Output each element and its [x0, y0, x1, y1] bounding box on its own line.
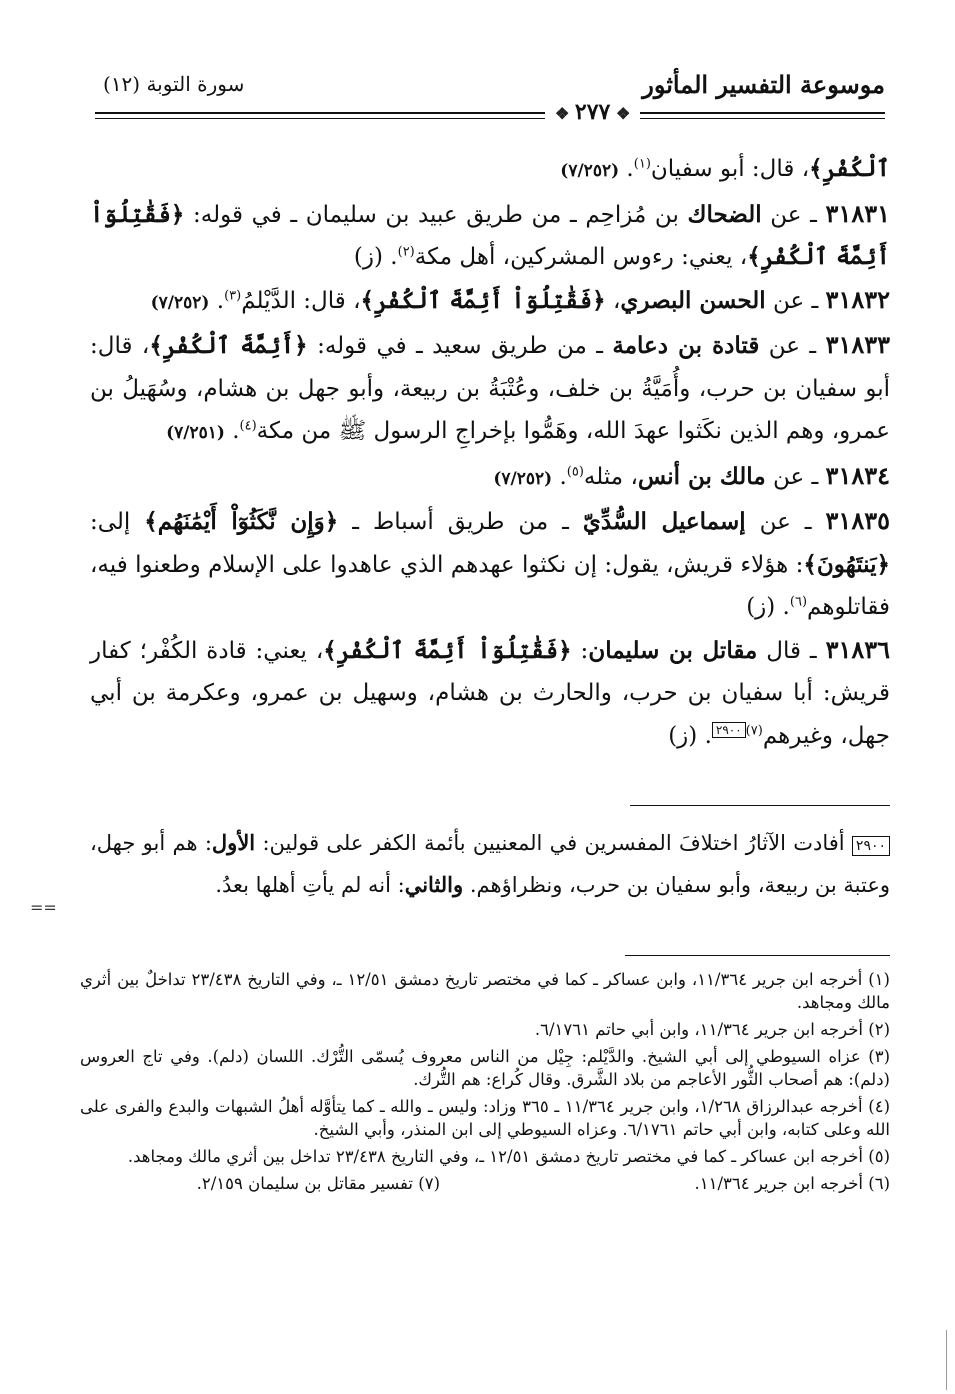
text-span: . (ز): [746, 594, 790, 620]
text-span: .: [209, 287, 225, 314]
quran-quote: ﴿فَقَٰتِلُوٓاْ أَئِمَّةَ ٱلْكُفْرِ﴾: [323, 636, 572, 664]
note-first-label: الأول: [211, 830, 256, 855]
volume-reference: (٧/٢٥٢): [150, 292, 210, 313]
text-span: ـ من طريق سعيد ـ في قوله:: [307, 333, 613, 359]
narration-paragraph: [90, 279, 890, 325]
narrator-name: قتادة بن دعامة: [612, 332, 760, 359]
margin-mark: ==: [30, 898, 57, 917]
narrator-name: الحسن البصري: [620, 286, 766, 314]
footnote-3: (٣) عزاه السيوطي إلى أبي الشيخ. والدَّيْلم: جِيْل من الناس معروف يُسمّى التُّرْك. اللسان (دلم). وفي تاج العروس (دلم): هم أصحاب الثُّور الأعاجم من بلاد الشَّرق. وقال كُراع: هم التُّرك.: [80, 1047, 890, 1089]
text-span: ، يعني: قادة الكُفْر؛ كفار قريش: أبا سفيان بن حرب، والحارث بن هشام، وسهيل بن عمرو، وعكرمة بن أبي جهل، وغيرهم: [90, 637, 890, 749]
footnote-marker: (١): [633, 156, 651, 172]
commentary-separator: [630, 805, 890, 806]
volume-reference: (٧/٢٥٢): [493, 468, 553, 489]
quran-quote: ٱلْكُفْرِ﴾: [809, 155, 890, 182]
narration-number: ٣١٨٣٤: [825, 460, 890, 490]
narration-paragraph: [90, 148, 890, 193]
footnote-7: (٧) تفسير مقاتل بن سليمان ٢/١٥٩.: [196, 1174, 440, 1193]
note-text-2: : هم أبو جهل، وعتبة بن ربيعة، وأبو سفيان بن حرب، ونظراؤهم.: [90, 831, 890, 897]
narration-number: ٣١٨٣٣: [825, 330, 891, 359]
page-number: [545, 99, 640, 125]
quran-quote: ﴿فَقَٰتِلُوٓاْ أَئِمَّةَ ٱلْكُفْرِ﴾: [90, 200, 890, 270]
narrator-name: مقاتل بن سليمان: [588, 636, 758, 664]
page-number-value: ٢٧٧: [574, 99, 611, 125]
footnote-marker: (٢): [397, 244, 415, 260]
text-span: . (ز): [353, 244, 398, 270]
narration-number: ٣١٨٣٢: [825, 284, 890, 314]
narration-number: ٣١٨٣٦: [825, 634, 891, 664]
footnote-row-last: [80, 1172, 890, 1195]
ornament-icon: ❖: [555, 104, 575, 123]
text-span: ـ عن: [761, 201, 826, 228]
ornament-icon: ❖: [610, 104, 631, 123]
text-span: ـ من طريق أسباط ـ: [338, 509, 583, 535]
note-second-label: والثاني: [404, 872, 464, 897]
text-span: ، يعني: رءوس المشركين، أهل مكة: [414, 244, 748, 270]
text-span: بن مُزاحِم ـ من طريق عبيد بن سليمان ـ في قوله:: [184, 201, 688, 228]
text-span: . (ز): [668, 722, 712, 749]
footnote-6: (٦) أخرجه ابن جرير ١١/٣٦٤.: [694, 1174, 890, 1193]
narrator-name: مالك بن أنس: [637, 462, 766, 490]
narration-paragraph: [90, 324, 890, 455]
footnotes-separator: [625, 955, 890, 956]
header-rule: [95, 112, 885, 114]
footnotes: [80, 968, 890, 1195]
footnote-2: (٢) أخرجه ابن جرير ١١/٣٦٤، وابن أبي حاتم ٦/١٧٦١.: [534, 1020, 890, 1039]
text-span: ـ قال: [757, 637, 826, 664]
narration-number: ٣١٨٣٥: [825, 506, 890, 535]
narration-paragraph: [90, 193, 890, 279]
text-span: ، قال: أبو سفيان بن حرب، وأُمَيَّةُ بن خلف، وعُتْبَةُ بن ربيعة، وأبو جهل بن هشام، وسُهَيلُ بن عمرو، وهم الذين نكَثوا عهدَ الله، وهَمُّوا بإخراجِ الرسول ﷺ من مكة: [90, 333, 890, 444]
text-span: .: [552, 463, 567, 490]
footnote-marker: (٣): [224, 287, 242, 303]
narration-paragraph: [90, 455, 890, 501]
footnote-marker: (٦): [789, 594, 808, 610]
quran-quote: ﴿يَنتَهُونَ﴾: [803, 550, 890, 578]
book-title: موسوعة التفسير المأثور: [642, 70, 885, 99]
text-span: ـ عن: [765, 287, 826, 314]
text-span: ـ عن: [745, 509, 826, 535]
narrator-name: الضحاك: [687, 200, 762, 228]
volume-reference: (٧/٢٥٢): [560, 161, 620, 181]
text-span: .: [224, 418, 240, 444]
main-text: [90, 148, 890, 757]
commentary-note: [90, 822, 890, 906]
footnote-5: (٥) أخرجه ابن عساكر ـ كما في مختصر تاريخ دمشق ١٢/٥١ ـ، وفي التاريخ ٢٣/٤٣٨ تداخل بين أثري مالك ومجاهد.: [127, 1147, 890, 1166]
text-span: ،: [605, 287, 621, 314]
commentary-box-ref: ٢٩٠٠: [712, 722, 746, 738]
text-span: ، قال: أبو سفيان: [650, 156, 810, 182]
page-header: [95, 62, 885, 125]
note-text-1: أفادت الآثارُ اختلافَ المفسرين في المعنيين بأئمة الكفر على قولين:: [255, 831, 852, 855]
text-span: : هؤلاء قريش، يقول: إن نكثوا عهدهم الذي عاهدوا على الإسلام وطعنوا فيه، فقاتلوهم: [90, 551, 890, 620]
footnote-marker: (٥): [566, 463, 584, 479]
surah-label: سورة التوبة (١٢): [103, 72, 245, 96]
note-number-box: ٢٩٠٠: [852, 836, 890, 856]
quran-quote: ﴿أَئِمَّةَ ٱلْكُفْرِ﴾: [149, 332, 308, 359]
text-span: ، قال: الدَّيْلمُ: [241, 287, 361, 314]
text-span: ـ عن: [759, 333, 826, 359]
footnote-marker: (٧): [745, 722, 763, 738]
footnote-1: (١) أخرجه ابن جرير ١١/٣٦٤، وابن عساكر ـ كما في مختصر تاريخ دمشق ١٢/٥١ ـ، وفي التاريخ ٢٣/٤٣٨ تداخلٌ بين أثري مالك ومجاهد.: [80, 970, 890, 1012]
narrator-name: إسماعيل السُّدِّيّ: [582, 508, 746, 535]
text-span: .: [619, 156, 634, 182]
quran-quote: ﴿وَإِن نَّكَثُوٓاْ أَيْمَٰنَهُم﴾: [144, 508, 339, 535]
note-text-3: : أنه لم يأتِ أهلها بعدُ.: [215, 873, 405, 897]
text-span: إلى:: [90, 509, 145, 535]
narration-paragraph: [90, 500, 890, 629]
footnote-marker: (٤): [239, 418, 257, 434]
narration-number: ٣١٨٣١: [825, 198, 890, 228]
text-span: :: [571, 637, 589, 664]
text-span: ، مثله: [583, 463, 638, 490]
header-rule-thin: [95, 118, 885, 119]
narration-paragraph: [90, 629, 890, 758]
volume-reference: (٧/٢٥١): [166, 423, 225, 443]
quran-quote: ﴿فَقَٰتِلُوٓاْ أَئِمَّةَ ٱلْكُفْرِ﴾: [360, 286, 606, 314]
footnote-4: (٤) أخرجه عبدالرزاق ١/٢٦٨، وابن جرير ١١/٣٦٤ ـ ٣٦٥ وزاد: وليس ـ والله ـ كما يتأوَّله أهلُ الشبهات والبدع والفرى على الله وعلى كتابه، وابن أبي حاتم ٦/١٧٦١. وعزاه السيوطي إلى ابن المنذر، وأبي الشيخ.: [80, 1097, 890, 1139]
text-span: ـ عن: [765, 463, 826, 490]
crop-mark: [946, 1330, 949, 1390]
